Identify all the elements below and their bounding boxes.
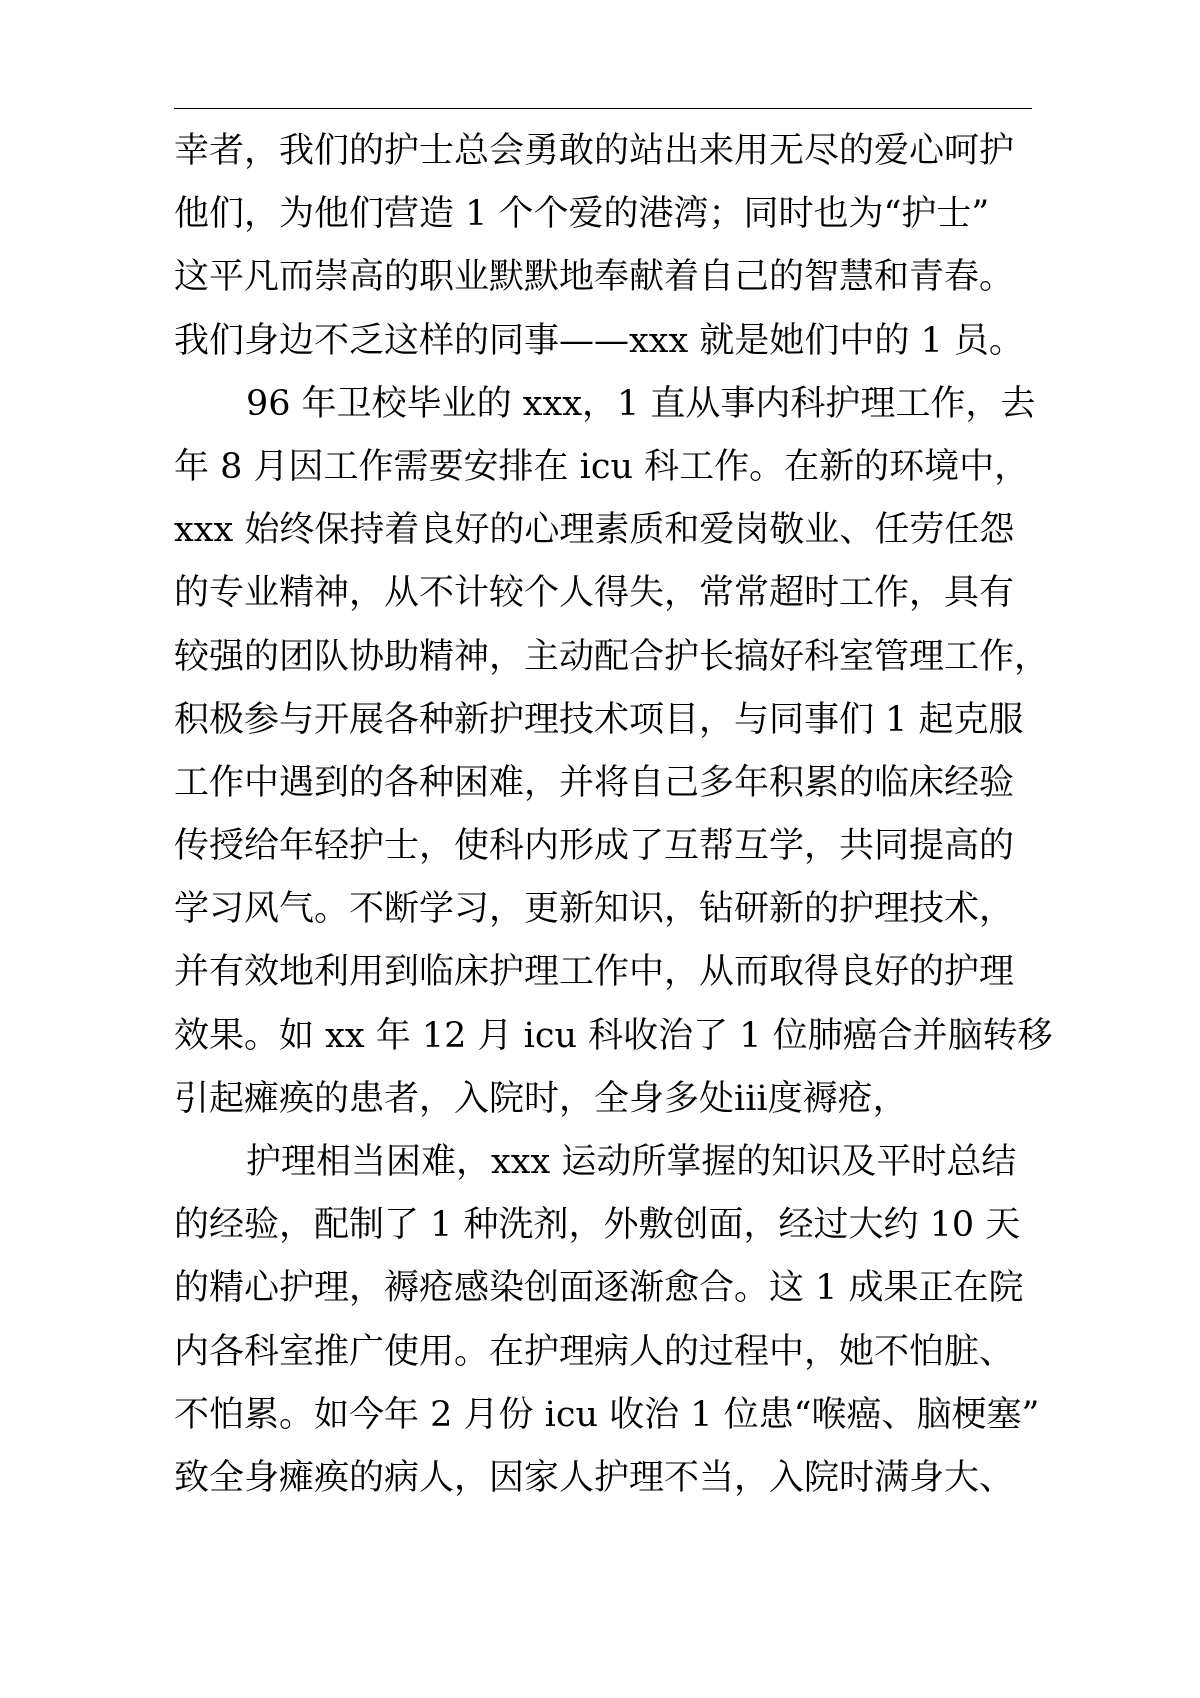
text-line: 引起瘫痪的患者，入院时，全身多处iii度褥疮， [174,1078,908,1119]
document-body [174,120,1053,1510]
text-line: 的专业精神，从不计较个人得失，常常超时工作，具有 [174,573,1015,614]
text-line: 较强的团队协助精神，主动配合护长搞好科室管理工作， [174,636,1050,677]
text-line: 积极参与开展各种新护理技术项目，与同事们 1 起克服 [174,699,1024,740]
text-line: 不怕累。如今年 2 月份 icu 收治 1 位患“喉癌、脑梗塞” [174,1394,1040,1435]
text-line: 工作中遇到的各种困难，并将自己多年积累的临床经验 [174,762,1015,803]
text-line: 96 年卫校毕业的 xxx，1 直从事内科护理工作，去 [246,383,1036,424]
text-line: 他们，为他们营造 1 个个爱的港湾；同时也为“护士” [174,194,990,235]
text-line: 的精心护理，褥疮感染创面逐渐愈合。这 1 成果正在院 [174,1268,1024,1309]
text-line: 幸者，我们的护士总会勇敢的站出来用无尽的爱心呵护 [174,131,1015,171]
text-line: 内各科室推广使用。在护理病人的过程中，她不怕脏、 [174,1331,1015,1372]
text-line: 并有效地利用到临床护理工作中，从而取得良好的护理 [174,952,1015,993]
text-line: 年 8 月因工作需要安排在 icu 科工作。在新的环境中， [174,446,1030,487]
text-line: 学习风气。不断学习，更新知识，钻研新的护理技术， [174,889,1015,930]
text-line: 致全身瘫痪的病人，因家人护理不当，入院时满身大、 [174,1457,1015,1498]
text-line: 的经验，配制了 1 种洗剂，外敷创面，经过大约 10 天 [174,1205,1021,1246]
header-rule [174,108,1032,109]
text-line: 这平凡而崇高的职业默默地奉献着自己的智慧和青春。 [174,257,1015,298]
text-line: 传授给年轻护士，使科内形成了互帮互学，共同提高的 [174,826,1015,867]
text-line: 护理相当困难，xxx 运动所掌握的知识及平时总结 [246,1142,1017,1182]
text-line: xxx 始终保持着良好的心理素质和爱岗敬业、任劳任怨 [174,510,1015,551]
text-line: 效果。如 xx 年 12 月 icu 科收治了 1 位肺癌合并脑转移 [174,1015,1053,1056]
text-line: 我们身边不乏这样的同事——xxx 就是她们中的 1 员。 [174,320,1024,361]
